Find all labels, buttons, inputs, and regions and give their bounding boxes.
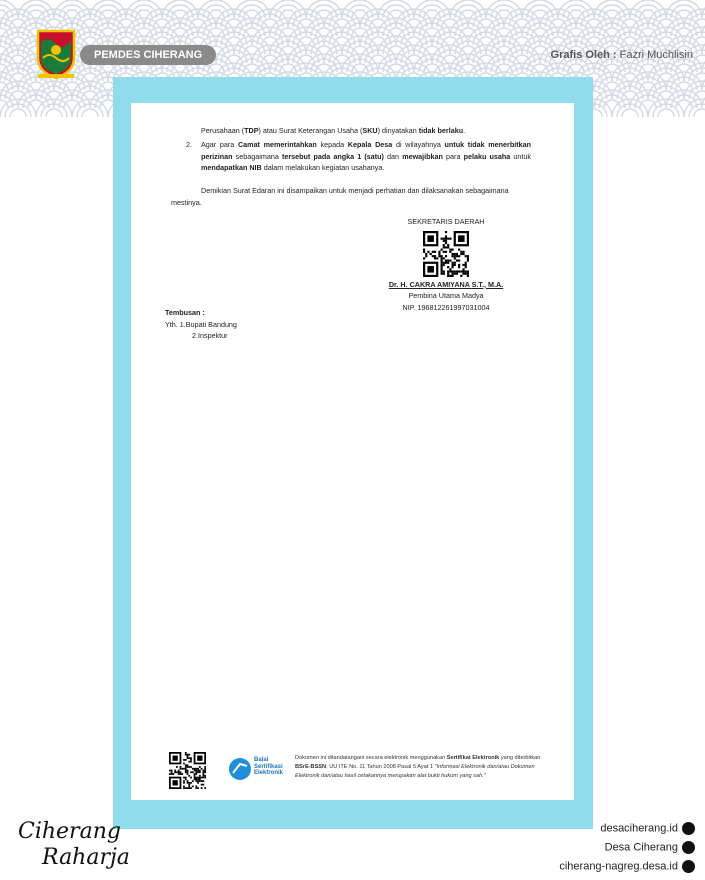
carbon-copy-list <box>165 307 237 342</box>
svg-text:Raharja: Raharja <box>42 845 130 870</box>
credit-name: Fazri Muchlisin <box>619 49 693 61</box>
credit-prefix: Grafis Oleh : <box>550 49 617 61</box>
signature-block <box>376 216 516 313</box>
village-logo-icon <box>35 28 77 80</box>
signature-qr-code-icon <box>423 231 469 277</box>
facebook-link[interactable]: Desa Ciherang <box>495 841 695 854</box>
instagram-link[interactable]: desaciherang.id <box>495 822 695 835</box>
ciherang-raharja-signature <box>14 812 144 872</box>
bsre-label: Balai Sertifikasi Elektronik <box>254 757 284 776</box>
signer-title: SEKRETARIS DAERAH <box>407 217 485 226</box>
cc-heading: Tembusan : <box>165 308 205 317</box>
website-link[interactable]: ciherang-nagreg.desa.id <box>495 860 695 873</box>
facebook-icon <box>682 841 695 854</box>
paragraph-continuation: Perusahaan (TDP) atau Surat Keterangan Usaha (SKU) dinyatakan tidak berlaku. <box>201 126 466 135</box>
electronic-signature-note: Dokumen ini ditandatangani secara elektronik menggunakan Sertifikat Elektronik yang diterbitkan BSrE-BSSN, UU ITE No. 11 Tahun 2008 Pasal 5 Ayat 1 "Informasi Elektronik dan/atau Dokumen Elektronik dan/atau hasil cetakannya merupakan alat bukti hukum yang sah." <box>295 755 541 779</box>
cc-line-2: 2.Inspektur <box>192 331 228 340</box>
signer-name: Dr. H. CAKRA AMIYANA S.T., M.A. <box>388 279 504 289</box>
svg-text:Ciherang: Ciherang <box>18 819 121 844</box>
cc-line-1: Yth. 1.Bupati Bandung <box>165 319 237 329</box>
graphic-credit <box>551 49 693 61</box>
item-number: 2. <box>186 140 192 149</box>
brand-pill: PEMDES CIHERANG <box>80 45 216 65</box>
signer-rank: Pembina Utama Madya <box>408 291 484 300</box>
globe-icon <box>682 860 695 873</box>
closing-paragraph: Demikian Surat Edaran ini disampaikan untuk menjadi perhatian dan dilaksanakan sebagaimana mestinya. <box>171 186 509 207</box>
signer-nip: NIP. 196812261997031004 <box>402 302 490 312</box>
paragraph-item-2: Agar para Camat memerintahkan kepada Kepala Desa di wilayahnya untuk tidak menerbitkan perizinan sebagaimana tersebut pada angka 1 (satu) dan mewajibkan para pelaku usaha untuk mendapatkan NIB dalam melakukan kegiatan usahanya. <box>201 140 532 172</box>
document-page <box>131 103 574 800</box>
footer-qr-code-icon <box>169 752 206 789</box>
instagram-icon <box>682 822 695 835</box>
